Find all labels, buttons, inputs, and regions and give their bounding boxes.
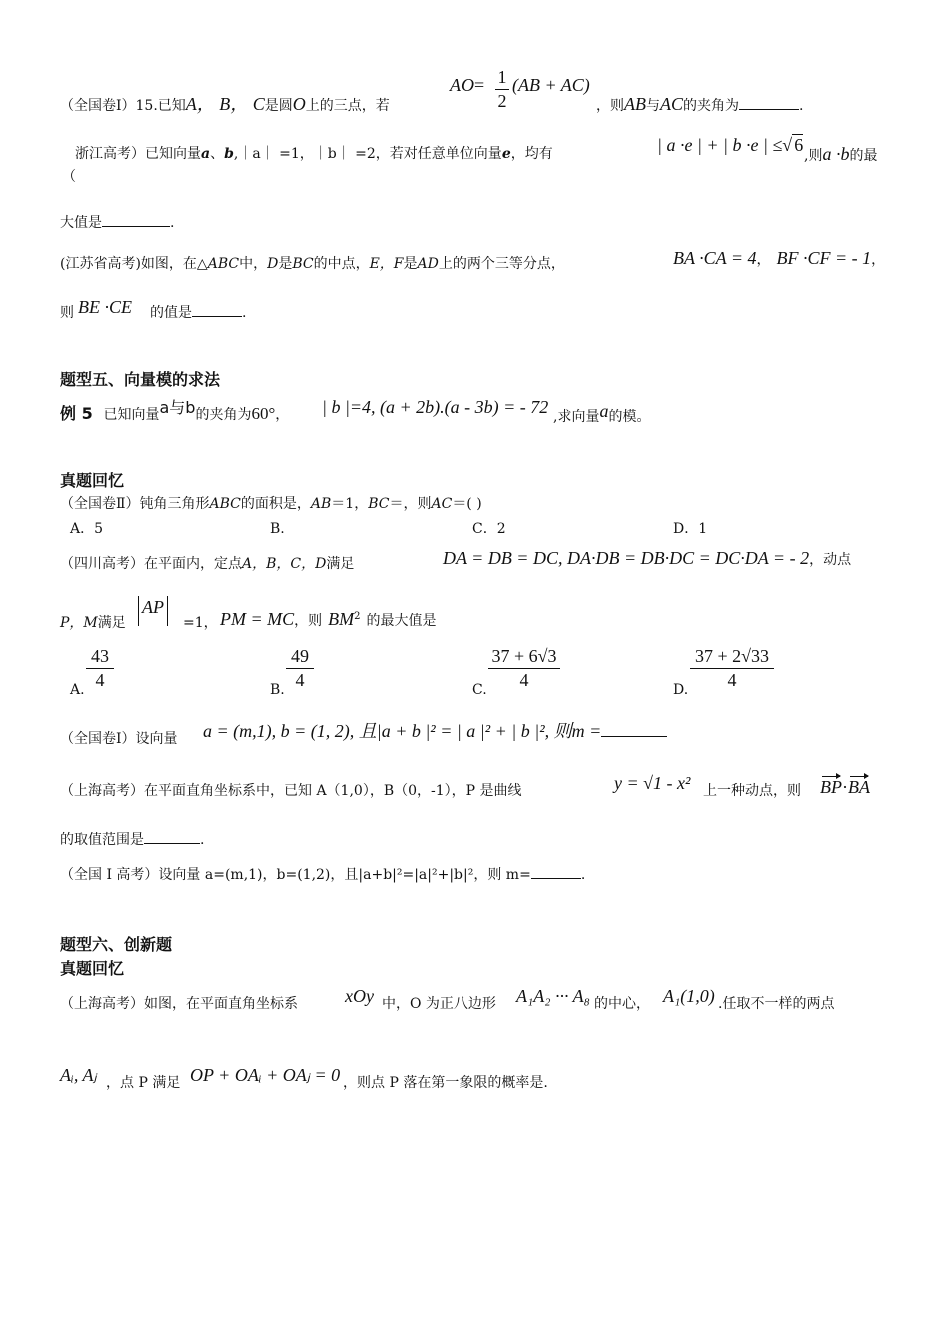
sec6-t5: ，则点 P 落在第一象限的概率是. [343,1075,548,1091]
r1q2-opt-b-den: 4 [295,670,305,690]
r1q4-vecs [820,776,870,799]
q1-sum [512,74,590,97]
q3-value-text: 的值是 [150,305,192,321]
r1q1-abc: ABC [209,496,241,512]
q3-is: 是 [278,256,293,272]
q1-half [495,67,509,112]
q3-is2: 是 [403,256,418,272]
q2-end: . [170,215,175,231]
r1q4-source: （上海高考）在平面直角坐标系中，已知 A（1,0），B（0，-1），P 是曲线 [60,783,522,799]
r1q1-ab: AB [310,496,332,512]
r1q4-bp: BP [820,777,842,797]
r1q2-opt-d-label: D. [673,682,689,698]
q1-then: ，则 [596,98,624,114]
q3-bece-text: BE ·CE [78,297,132,317]
q2-tail [804,143,877,167]
sec6-aij [60,1064,97,1087]
r1q1-opt-c: C．2 [472,521,506,537]
r1q2-sat: 满足 [326,556,355,572]
q1-tail [596,93,803,117]
sec6-a1-text: A₁(1,0) [663,986,715,1006]
q1-sum-text: (AB + AC) [512,75,590,95]
sec6-xoy-text: xOy [345,986,374,1006]
q1-onpoints: 上的三点，若 [305,98,390,114]
q1-ab: AB [624,94,646,114]
sec5-ab: a与b [159,398,196,417]
q2-ineq-text: | a ·e | + | b ·e | ≤ [657,135,783,155]
q2-ineq: | a ·e | + | b ·e | ≤√ 6 [657,135,804,155]
r1q2-bm: BM [328,609,355,629]
r1q2-max: 的最大值是 [366,613,437,629]
r1q5-line [60,864,585,886]
r1q5-blank [531,864,581,879]
q2-e: e [501,146,511,162]
q1-line [60,93,390,117]
q2-blank [102,212,170,227]
r1q4-curve [614,772,690,795]
q1-half-den: 2 [497,91,507,111]
q1-with: 与 [646,98,660,114]
r1q2-sq: 2 [354,611,361,622]
q3-bece [78,296,132,319]
q1-o: O [292,94,306,114]
r1q1-text: 的面积是， [240,496,311,512]
q2-six: 6 [794,135,804,155]
r1q2-opt-c-den: 4 [519,670,529,690]
r1q2-ap-abs [138,596,168,626]
sec6-eq-text: OP + OAᵢ + OAⱼ = 0 [190,1065,341,1085]
r1q2-cond1: DA = DB = DC [443,548,558,568]
r1q5-end: . [580,867,586,883]
q3-then: 则 [60,305,74,321]
r1q2-opt-a-den: 4 [95,670,105,690]
r1q4-blank [144,829,200,844]
r1q2-sat2: 满足 [97,615,126,631]
q3-abc: ABC [207,256,240,272]
q3-bc: BC [292,256,314,272]
r1q1-t4: ＝( ) [452,496,482,512]
r1q2-line2 [60,612,126,634]
sec6-t1: 中，O 为正八边形 [382,996,496,1012]
q1-ac: AC [660,94,684,114]
r1q2-opt-d-num: 37 + 2√33 [690,646,774,669]
q2-max-line [60,212,174,234]
q2-b: b [224,146,234,162]
r1q1-t2: ＝1， [331,496,369,512]
r1q2-cond2: , DA·DB = DB·DC = DC·DA = - 2 [557,548,810,568]
sec5-example [60,398,290,426]
q1-eq: = [474,75,485,95]
q2-a: a [201,146,211,162]
q3-value [150,302,246,324]
q3-eq2: BF ·CF = - 1 [776,248,872,268]
q3-in: 中， [239,256,268,272]
r1q2-pts: A，B，C，D [242,556,327,572]
q3-line2 [60,302,74,324]
r1q4-range [60,829,204,851]
r1q4-curve-text: y = √1 - x² [614,773,691,793]
q1-ao: AO [450,75,474,95]
r1q2-opt-b-num: 49 [286,646,314,669]
q1-end: . [799,98,804,114]
r1q2-opt-c-num: 37 + 6√3 [488,646,560,669]
sec6-t4: ，点 P 满足 [106,1075,181,1091]
q1-ao-formula [450,74,484,97]
r1q4-dot: · [842,777,848,797]
sec6-octagon-text: A₁A₂ ··· A₈ [516,986,590,1006]
r1q2-opt-a-label: A. [70,682,85,698]
r1q1-opt-d: D．1 [673,521,708,537]
q3-eq1: BA ·CA = 4 [673,248,757,268]
r1q2-opt-a-frac [86,646,114,691]
sec6-source: （上海高考）如图，在平面直角坐标系 [60,996,298,1012]
r1q1-t3: ＝，则 [389,496,432,512]
sec5-text1: 已知向量 [103,407,160,423]
r1q2-opt-a-num: 43 [86,646,114,669]
sec6-aij-text: Aᵢ, Aⱼ [60,1065,97,1085]
r1q2-opt-d-frac [690,646,774,691]
q1-blank [739,95,799,110]
r1q2-pm: P，M [60,615,98,631]
sec6-q-line1 [60,993,298,1015]
r1q2-ap: AP [142,597,164,617]
q3-eqs [673,247,885,271]
q3-line [60,253,565,275]
sec5-text3: ,求向量 [553,409,600,425]
r1q2-conds [443,547,851,571]
sec5-cond-text: | b |=4, (a + 2b).(a - 3b) = - 72 [322,397,549,417]
q3-comma: ， [756,252,771,268]
sec5-cond [322,396,548,419]
sec6-t3: .任取不一样的两点 [718,996,835,1012]
r1q3-expr-text: a = (m,1), b = (1, 2), 且|a + b |² = | a |² + | b |², 则m = [203,721,602,741]
sec5-tail [553,401,651,428]
r1q1-bc: BC [368,496,390,512]
q2-mods: ,｜a｜ =1，｜b｜ =2，若对任意单位向量 [233,146,502,162]
q2-source: 浙江高考）已知向量 [75,146,201,162]
q2-have: ，均有 [510,146,553,162]
q3-ad: AD [417,256,439,272]
r1q2-tail: ，动点 [809,552,852,568]
r1q4-end: . [200,832,205,848]
q1-points: A， B， C [185,94,265,114]
q1-source: （全国卷Ⅰ）15.已知 [60,98,186,114]
q1-angle: 的夹角为 [683,98,740,114]
recall1-title: 真题回忆 [60,471,125,490]
q2-line [75,143,553,165]
recall1-q1 [60,493,482,515]
q3-source: (江苏省高考)如图，在△ [60,256,208,272]
q2-max-text: 大值是 [60,215,102,231]
r1q4-range-text: 的取值范围是 [60,832,144,848]
sec5-angle: 60° [251,404,276,423]
r1q2-pm-eq [220,606,437,632]
q3-trisect: 上的两个三等分点， [438,256,565,272]
q3-end: . [242,305,247,321]
sec5-comma: ， [275,407,290,423]
q3-mid: 的中点， [313,256,370,272]
sec6-octagon [516,985,590,1008]
r1q2-opt-c-label: C. [472,682,487,698]
sec5-text2: 的夹角为 [195,407,252,423]
sec6-title: 题型六、创新题 [60,935,173,954]
q2-sep: 、 [210,146,225,162]
r1q5-text: （全国 I 高考）设向量 a=(m,1)，b=(1,2)，且|a+b|²=|a|²+|b|²，则 m= [60,867,531,883]
sec6-recall: 真题回忆 [60,959,125,978]
r1q3-expr [203,718,667,743]
r1q1-opt-b: B. [270,521,285,537]
sec6-t2: 的中心， [594,996,650,1012]
recall1-q2 [60,553,354,575]
r1q2-eq1: =1， [183,615,218,631]
sec5-text4: 的模。 [608,409,651,425]
q3-comma2: ， [871,252,886,268]
q3-ef: E，F [369,256,404,272]
r1q4-ba: BA [848,777,870,797]
r1q2-opt-b-frac [286,646,314,691]
r1q3-source: （全国卷Ⅰ）设向量 [60,731,178,747]
r1q2-opt-b-label: B. [270,682,285,698]
q2-then: ,则 [804,148,823,164]
q1-circle-text: 是圆 [264,98,293,114]
r1q2-opt-c-frac [488,646,560,691]
r1q4-move: 上一种动点，则 [703,783,801,799]
r1q2-then: ，则 [294,613,323,629]
q2-paren: （ [62,169,76,185]
r1q1-opt-a: A．5 [70,521,104,537]
r1q1-ac: AC [431,496,453,512]
sec5-title: 题型五、向量模的求法 [60,370,221,389]
r1q2-pm-eq-text: PM = MC [220,609,295,629]
sec6-a1 [663,985,715,1008]
sec5-a: a [599,401,609,421]
q1-half-num: 1 [495,67,509,90]
q2-ab: a ·b [822,144,850,164]
r1q1-source: （全国卷Ⅱ）钝角三角形 [60,496,210,512]
sec6-eq [190,1064,340,1087]
sec5-ex-label: 例 5 [60,404,93,423]
r1q2-source: （四川高考）在平面内，定点 [60,556,242,572]
r1q3-blank [601,718,667,737]
q3-blank [192,302,242,317]
q2-max: 的最 [849,148,878,164]
q3-d: D [267,256,279,272]
r1q2-opt-d-den: 4 [727,670,737,690]
sec6-xoy [345,985,374,1008]
